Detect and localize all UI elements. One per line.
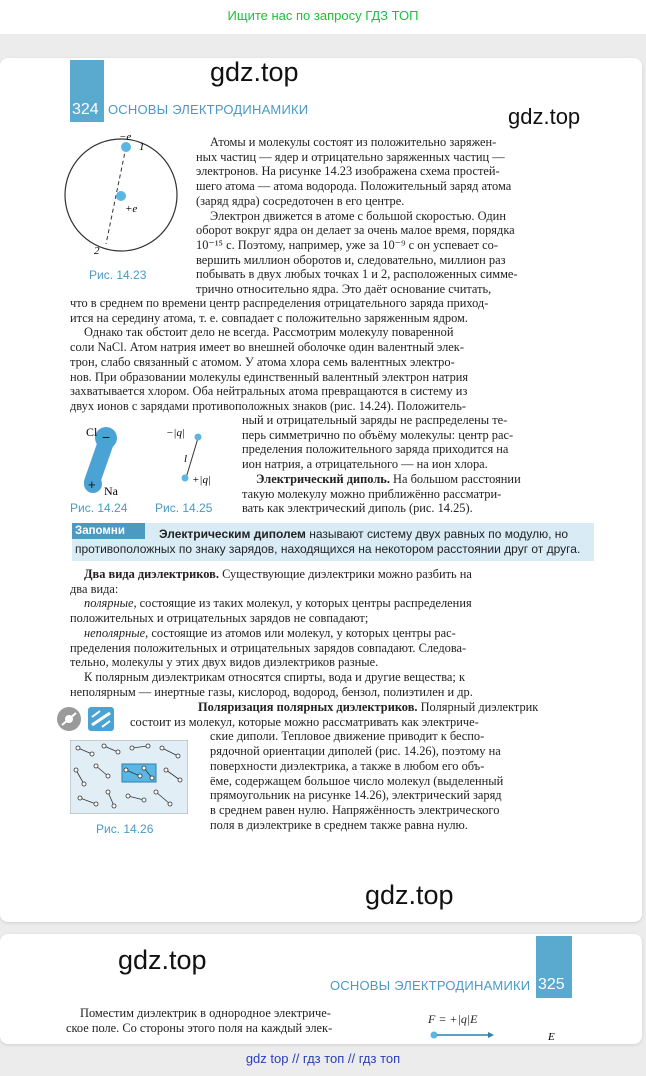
- fig-14-26-caption: Рис. 14.26: [96, 822, 154, 836]
- fig-14-24-nacl-diagram: [80, 420, 140, 500]
- label-cl: Cl: [86, 425, 98, 439]
- page-number-2: 325: [538, 976, 565, 993]
- fig-14-25-dipole-diagram: [158, 420, 228, 498]
- fig-14-24-caption: Рис. 14.24: [70, 501, 128, 515]
- text-block-polarization-3: ские диполи. Тепловое движение приводит к беспо- рядочной ориентации диполей (рис. 14.26), поэтому на поверхности диэлектрика, а также в любом его объ- ёме, содержащем большое число молекул (выделенный прямоугольник на рисунке 14.26), электрический заряд в среднем равен нулю. Напряжённость электрического поля в диэлектрике в среднем также равна нулю.: [210, 729, 504, 832]
- text-block-b: что в среднем по времени центр распределения отрицательного заряда приход- ится на середину атома, т. е. совпадает с положительно заряженным ядром. Однако так обстоит дело не всегда. Рассмотрим молекулу поваренной соли NaCl. Атом натрия имеет во внешней оболочке один валентный элек- трон, слабо связанный с атомом. У атома хлора семь валентных электро- нов. При образовании молекулы единственный валентный электрон натрия захватывается хлором. Оба нейтральных атома превращаются в систему из двух ионов с зарядами противоположных знаков (рис. 14.24). Положитель-: [70, 296, 489, 413]
- text-block-page2: Поместим диэлектрик в однородное электриче- ское поле. Со стороны этого поля на каждый элек-: [66, 1006, 333, 1035]
- remember-term: Электрическим диполем: [159, 527, 306, 541]
- search-hint-link[interactable]: Ищите нас по запросу ГДЗ ТОП: [227, 8, 419, 23]
- force-formula: F = +|q|E: [428, 1012, 478, 1026]
- two-types-heading: Два вида диэлектриков.: [84, 567, 219, 581]
- label-plus-e: +e: [125, 203, 138, 215]
- label-l: l: [184, 453, 188, 465]
- section-title-2: ОСНОВЫ ЭЛЕКТРОДИНАМИКИ: [330, 978, 531, 993]
- polar-word: полярные: [84, 596, 134, 611]
- remember-text: Электрическим диполем называют систему двух равных по модулю, но противоположных по знаку зарядов, находящихся на некотором расстоянии друг от друга.: [75, 527, 581, 556]
- dipole-arm: [186, 438, 198, 478]
- watermark: gdz.top: [210, 57, 299, 87]
- fig-14-25-caption: Рис. 14.25: [155, 501, 213, 515]
- nucleus: [116, 191, 126, 201]
- text-block-polarization: Поляризация полярных диэлектриков. Полярный диэлектрик: [198, 700, 539, 714]
- remember-tag: Запомни: [72, 523, 145, 539]
- fig-14-23-caption: Рис. 14.23: [89, 268, 147, 282]
- watermark: gdz.top: [508, 104, 581, 129]
- page-number: 324: [72, 101, 99, 118]
- fig-14-26-dielectric-diagram: [70, 740, 188, 814]
- bottom-links[interactable]: gdz top // гдз топ // гдз топ: [245, 1051, 401, 1066]
- nonpolar-word: неполярные: [84, 625, 146, 640]
- label-1: 1: [139, 141, 145, 153]
- positive-charge: [182, 475, 189, 482]
- section-title: ОСНОВЫ ЭЛЕКТРОДИНАМИКИ: [108, 102, 309, 117]
- polarization-heading: Поляризация полярных диэлектриков.: [198, 700, 418, 714]
- fig-14-23-atom-diagram: [64, 130, 184, 258]
- label-2: 2: [94, 245, 100, 257]
- watermark: gdz.top: [365, 880, 454, 910]
- text-block-a: Атомы и молекулы состоят из положительно заряжен- ных частиц — ядер и отрицательно заряженных частиц — электронов. На рисунке 14.23 изображена схема простей- шего атома — атома водорода. Положительный заряд атома (заряд ядра) сосредоточен в его центре. Электрон движется в атоме с большой скоростью. Один оборот вокруг ядра он делает за очень малое время, порядка 10⁻¹⁵ с. Поэтому, например, уже за 10⁻⁹ с он успевает со- вершить миллион оборотов и, следовательно, миллион раз побывать в двух любых точках 1 и 2, расположенных симме- трично относительно ядра. Это даёт основание считать,: [196, 135, 518, 297]
- negative-charge: [195, 434, 202, 441]
- dipole-heading: Электрический диполь.: [256, 471, 390, 486]
- text-block-c: ный и отрицательный заряды не распределены те- перь симметрично по объёму молекулы: центр рас- пределения положительного заряда приходится на ион натрия, а отрицательного — на ион хлора. Электрический диполь. На большом расстоянии такую молекулу можно приближённо рассматри- вать как электрический диполь (рис. 14.25).: [242, 413, 521, 516]
- label-pos-q: +|q|: [192, 474, 211, 486]
- plus-sign: +: [88, 477, 96, 492]
- electron: [121, 142, 131, 152]
- text-block-polarization-2: состоит из молекул, которые можно рассматривать как электриче-: [130, 714, 479, 729]
- minus-sign: −: [102, 429, 111, 445]
- label-na: Na: [104, 484, 118, 498]
- text-block-dielectrics: Два вида диэлектриков. Существующие диэлектрики можно разбить на два вида: полярные, состоящие из таких молекул, у которых центры распределения положительных и отрицательных зарядов не совпадают; неполярные, состоящие из атомов или молекул, у которых центры рас- пределения положительных и отрицательных зарядов совпадают. Следова- тельно, молекулы у этих двух видов диэлектриков разные. К полярным диэлектрикам относятся спирты, вода и другие вещества; к неполярным — инертные газы, кислород, водород, бензол, полиэтилен и др.: [70, 567, 473, 699]
- charge-dot: [431, 1032, 438, 1039]
- label-minus-e: −e: [119, 131, 132, 143]
- media-icons: [56, 705, 116, 733]
- vector-e-label: E: [548, 1031, 555, 1043]
- label-neg-q: −|q|: [166, 427, 185, 439]
- force-arrow-diagram: [428, 1026, 568, 1044]
- watermark: gdz.top: [118, 945, 207, 975]
